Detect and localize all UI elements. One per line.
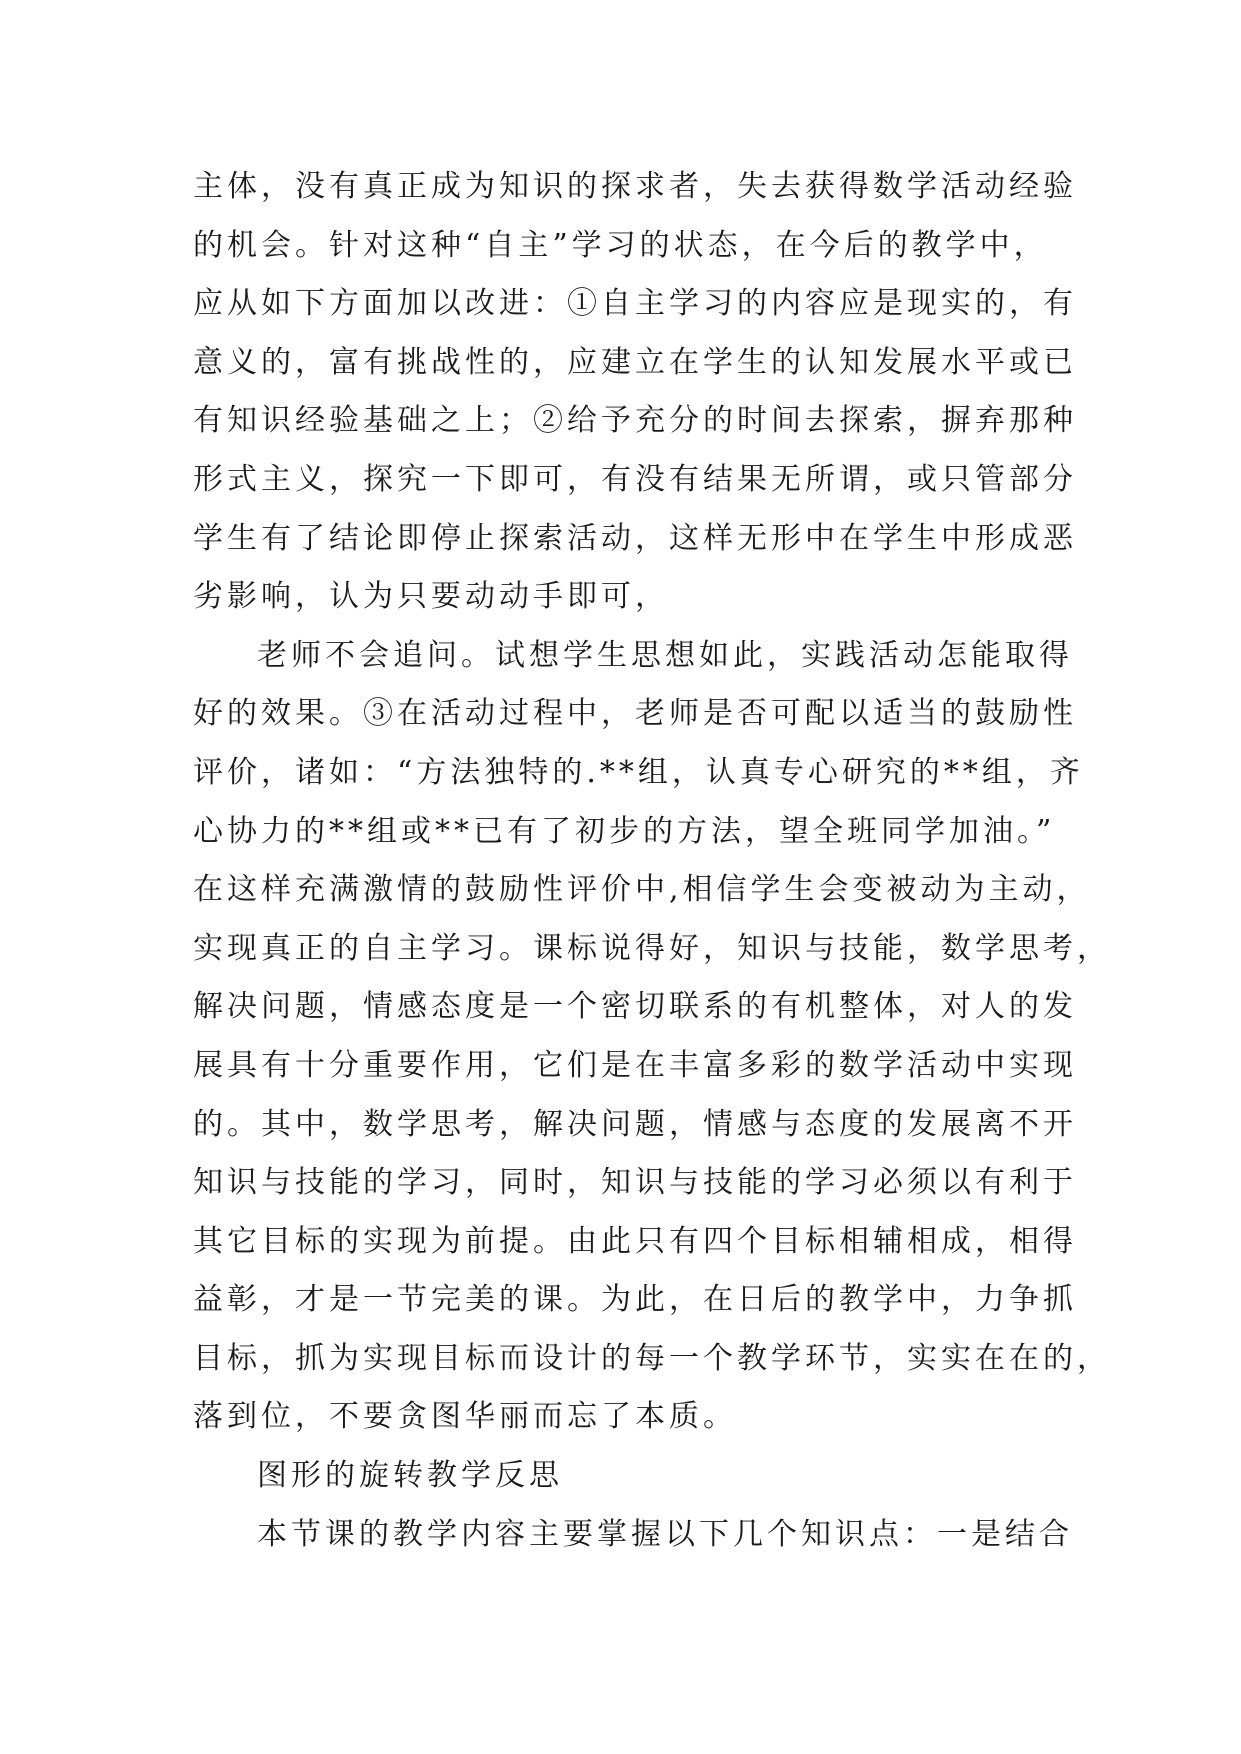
text-line: 知识与技能的学习，同时，知识与技能的学习必须以有利于 bbox=[193, 1165, 1077, 1201]
text-line: 好的效果。③在活动过程中，老师是否可配以适当的鼓励性 bbox=[193, 696, 1077, 732]
text-line: 落到位，不要贪图华丽而忘了本质。 bbox=[193, 1399, 737, 1435]
text-line: 心协力的**组或**已有了初步的方法，望全班同学加油。” bbox=[193, 813, 1056, 849]
text-line: 展具有十分重要作用，它们是在丰富多彩的数学活动中实现 bbox=[193, 1047, 1077, 1083]
text-line: 解决问题，情感态度是一个密切联系的有机整体，对人的发 bbox=[193, 989, 1077, 1025]
text-line: 目标，抓为实现目标而设计的每一个教学环节，实实在在的， bbox=[193, 1340, 1111, 1376]
paragraph-start-line: 本节课的教学内容主要掌握以下几个知识点：一是结合 bbox=[257, 1516, 1073, 1552]
text-line: 有知识经验基础之上；②给予充分的时间去探索，摒弃那种 bbox=[193, 403, 1077, 439]
text-line: 学生有了结论即停止探索活动，这样无形中在学生中形成恶 bbox=[193, 520, 1077, 556]
text-line: 劣影响，认为只要动动手即可， bbox=[193, 579, 669, 615]
paragraph-start-line: 老师不会追问。试想学生思想如此，实践活动怎能取得 bbox=[257, 637, 1073, 673]
text-line: 意义的，富有挑战性的，应建立在学生的认知发展水平或已 bbox=[193, 344, 1077, 380]
text-line: 实现真正的自主学习。课标说得好，知识与技能，数学思考， bbox=[193, 930, 1111, 966]
text-line: 的机会。针对这种“自主”学习的状态，在今后的教学中， bbox=[193, 227, 1048, 263]
text-line: 在这样充满激情的鼓励性评价中,相信学生会变被动为主动， bbox=[193, 872, 1091, 908]
text-line: 应从如下方面加以改进：①自主学习的内容应是现实的，有 bbox=[193, 286, 1077, 322]
text-line: 益彰，才是一节完美的课。为此，在日后的教学中，力争抓 bbox=[193, 1282, 1077, 1318]
document-body bbox=[193, 158, 1111, 1564]
text-line: 其它目标的实现为前提。由此只有四个目标相辅相成，相得 bbox=[193, 1223, 1077, 1259]
text-line: 评价，诸如：“方法独特的.**组，认真专心研究的**组，齐 bbox=[193, 754, 1084, 790]
section-heading: 图形的旋转教学反思 bbox=[257, 1458, 563, 1494]
text-line: 形式主义，探究一下即可，有没有结果无所谓，或只管部分 bbox=[193, 461, 1077, 497]
text-line: 的。其中，数学思考，解决问题，情感与态度的发展离不开 bbox=[193, 1106, 1077, 1142]
text-line: 主体，没有真正成为知识的探求者，失去获得数学活动经验 bbox=[193, 169, 1077, 204]
